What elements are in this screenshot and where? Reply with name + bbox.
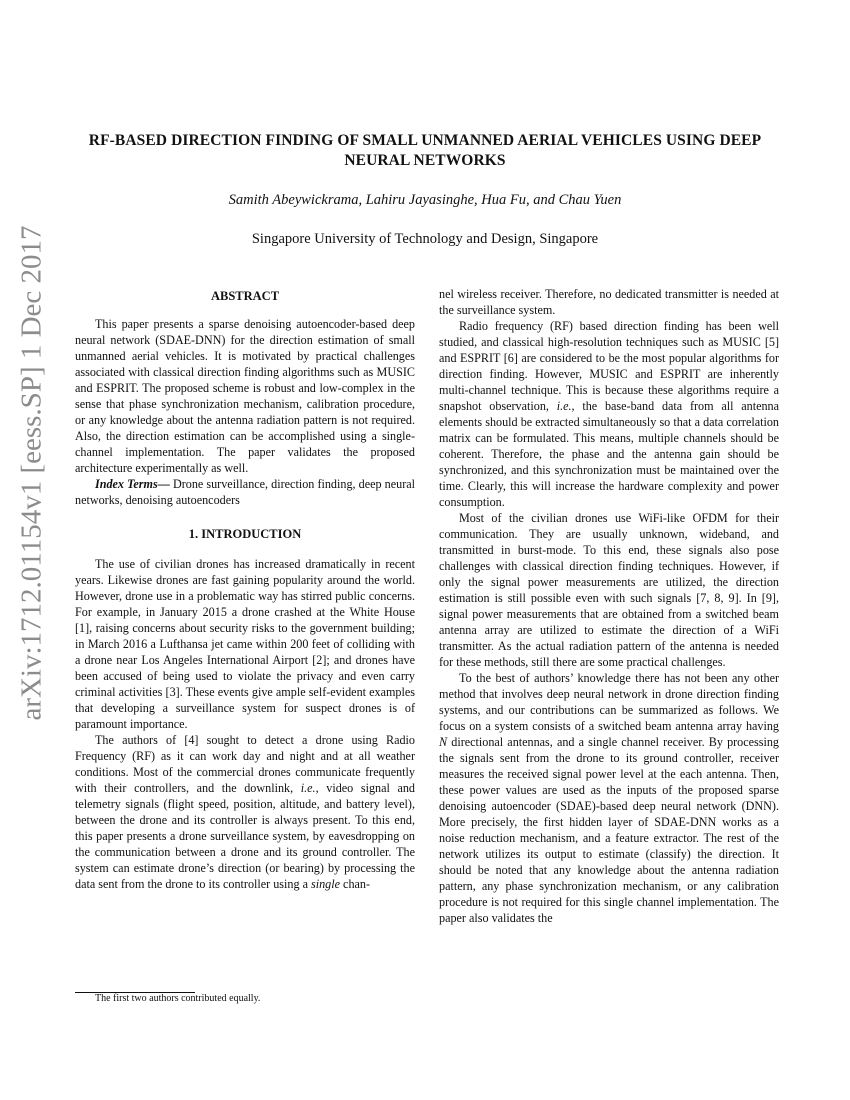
right-paragraph-3 [439,670,779,926]
intro-paragraph-2 [75,732,415,892]
abstract-text: This paper presents a sparse denoising autoencoder-based deep neural network (SDAE-DNN) for the direction estimation of small unmanned aerial vehicles. It is motivated by practical challenges associated with classical direction finding algorithms such as MUSIC and ESPRIT. The proposed scheme is robust and low-complex in the sense that phase synchronization mechanism, calibration procedure, or any knowledge about the antenna radiation pattern is not required. Also, the direction estimation can be accomplished using a single-channel implementation. The paper validates the proposed architecture experimentally as well. [75,317,415,475]
arxiv-stamp [15,225,48,721]
index-terms [75,476,415,508]
right-p3-part-b: directional antennas, and a single channel receiver. By processing the signals sent from the drone to its ground controller, receiver measures the received signal power level at the each antenna. Then, these power values are used as the inputs of the proposed sparse denoising autoencoder (SDAE)-based deep neural network (DNN). More precisely, the first hidden layer of SDAE-DNN works as a noise reduction mechanism, and a feature extractor. The rest of the network utilizes its output to estimate (classify) the direction. It should be noted that any knowledge about the antenna radiation pattern, any phase synchronization mechanism, or any calibration procedure is not required for this single channel implementation. The paper also validates the [439,735,779,925]
intro-p2-single: single [311,877,341,891]
right-p1-part-b: the base-band data from all antenna elements should be extracted simultaneously so that a data correlation matrix can be formulated. This means, multiple channels should be coherent. Therefore, the phase and the antenna gain should be synchronized, and this synchronization must be maintained over the time. Clearly, this will increase the hardware complexity and power consumption. [439,399,779,509]
right-p1-part-a: Radio frequency (RF) based direction finding has been well studied, and classical high-resolution techniques such as MUSIC [5] and ESPRIT [6] are considered to be the most popular algorithms for direction finding. However, MUSIC and ESPRIT are inherently multi-channel technique. This is because these algorithms require a snapshot observation, [439,319,779,413]
intro-p2-part-c: chan- [340,877,371,891]
right-p3-N: N [439,735,448,749]
right-paragraph-1 [439,318,779,510]
right-paragraph-0: nel wireless receiver. Therefore, no dedicated transmitter is needed at the surveillance system. [439,287,779,317]
right-p1-ie: i.e., [556,399,575,413]
index-terms-text: Drone surveillance, direction finding, deep neural networks, denoising autoencoders [75,477,416,507]
author-list: Samith Abeywickrama, Lahiru Jayasinghe, Hua Fu, and Chau Yuen [228,192,622,208]
left-column [75,288,415,892]
paper-title: RF-BASED DIRECTION FINDING OF SMALL UNMANNED AERIAL VEHICLES USING DEEP NEURAL NETWORKS [88,132,762,169]
intro-heading: 1. INTRODUCTION [188,527,302,541]
intro-p2-part-b: video signal and telemetry signals (flight speed, position, altitude, and battery level), between the drone and its controller is always present. To this end, this paper presents a drone surveillance system, by eavesdropping on the communication between a drone and its ground controller. The system can estimate drone’s direction (or bearing) by processing the data sent from the drone to its controller using a [75,781,415,891]
affiliation: Singapore University of Technology and Design, Singapore [251,231,599,247]
right-p3-part-a: To the best of authors’ knowledge there has not been any other method that involves deep neural network in drone direction finding systems, and our contributions can be summarized as follows. We focus on a system consists of a switched beam antenna array having [439,671,779,733]
right-column [439,286,779,926]
intro-paragraph-1: The use of civilian drones has increased dramatically in recent years. Likewise drones are fast gaining popularity around the world. However, drone use in a problematic way has stirred public concerns. For example, in January 2015 a drone crashed at the White House [1], raising concerns about security risks to the government building; in March 2016 a Lufthansa jet came within 200 feet of colliding with a drone near Los Angeles International Airport [2]; and drones have been accused of being used to violate the privacy and even carry criminal activities [3]. These events give ample self-evident examples that developing a surveillance system for suspect drones is of paramount importance. [75,557,415,731]
intro-p2-ie: i.e., [300,781,319,795]
right-paragraph-2: Most of the civilian drones use WiFi-like OFDM for their communication. They are usually unknown, wideband, and transmitted in burst-mode. To this end, these signals also pose challenges with classical direction finding techniques. However, if only the signal power measurements are utilized, the direction estimation is still possible even with such signals [7, 8, 9]. In [9], signal power measurements that are obtained from a switched beam antenna array are utilized to estimate the direction of a WiFi transmitter. As the actual radiation pattern of the antenna is needed for these methods, still there are some practical challenges. [439,511,779,669]
arxiv-stamp-text: arXiv:1712.01154v1 [eess.SP] 1 Dec 2017 [15,225,48,721]
abstract-heading: ABSTRACT [210,289,280,303]
footnote: The first two authors contributed equally. [95,993,261,1004]
intro-p2-part-a: The authors of [4] sought to detect a drone using Radio Frequency (RF) as it can work day and night and at all weather conditions. Most of the commercial drones communicate frequently with their controllers, and the downlink, [75,733,415,795]
index-terms-label: Index Terms— [95,477,170,491]
